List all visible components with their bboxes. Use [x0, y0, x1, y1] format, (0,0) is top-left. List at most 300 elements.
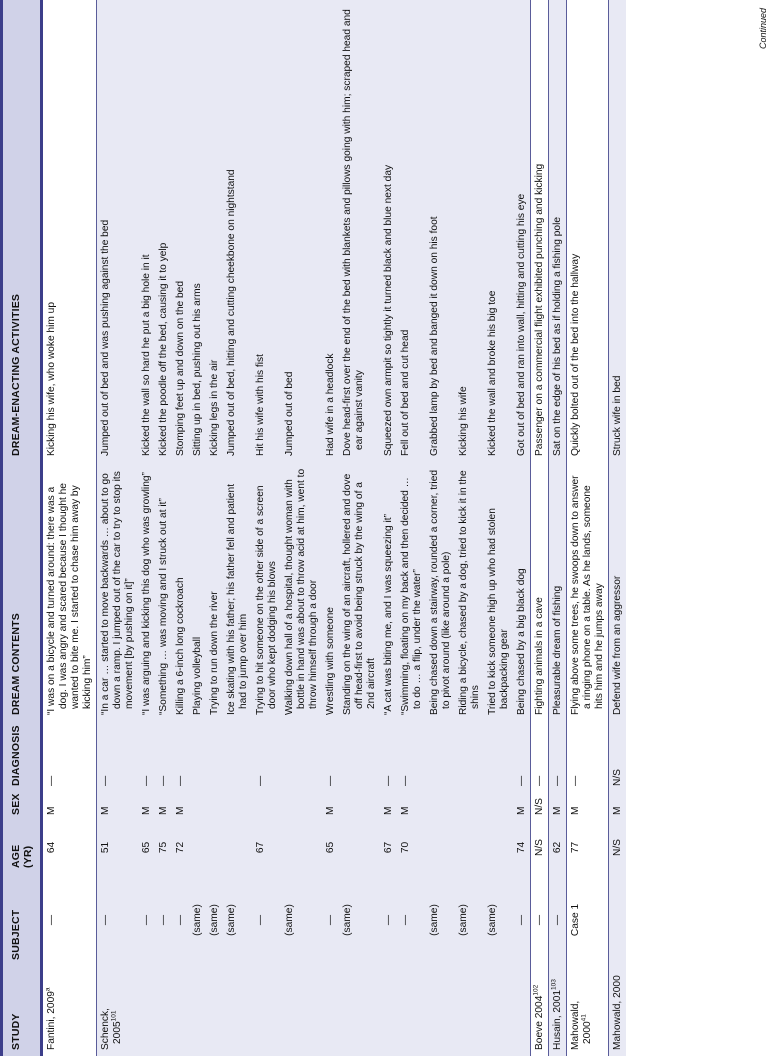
cell-age	[339, 821, 380, 874]
cell-age	[484, 821, 513, 874]
cell-subject-text: —	[141, 914, 152, 926]
cell-subject-text: (same)	[429, 904, 440, 936]
cell-subject-text: —	[100, 914, 111, 926]
table-row	[339, 0, 380, 1056]
cell-dream-contents	[206, 462, 223, 721]
cell-dream-enacting-activity-text: Struck wife in bed	[612, 375, 623, 456]
cell-subject-text: (same)	[226, 904, 237, 936]
cell-age-text: N/S	[612, 839, 623, 856]
cell-age-text: 64	[46, 841, 57, 854]
cell-age-text: 74	[516, 841, 527, 854]
cell-age-text: 77	[570, 841, 581, 854]
cell-study-text: Boeve 2004	[534, 995, 545, 1050]
cell-dream-enacting-activity-text: Kicking his wife	[458, 386, 469, 456]
cell-dream-enacting-activity-text: Kicked the poodle off the bed, causing it to yelp	[158, 242, 169, 456]
cell-dream-contents-text: “I was arguing and kicking this dog who was growling”	[141, 472, 152, 715]
cell-dream-contents-text: Defend wife from an aggressor	[612, 575, 623, 715]
cell-subject-text: (same)	[192, 904, 203, 936]
cell-study-text: Husain, 2001	[552, 989, 563, 1050]
cell-subject	[223, 874, 252, 966]
cell-subject-text: —	[158, 914, 169, 926]
cell-subject	[609, 874, 627, 966]
table-row	[155, 0, 172, 1056]
cell-sex-text: M	[141, 806, 152, 815]
cell-subject-text: —	[383, 914, 394, 926]
cell-subject	[380, 874, 397, 966]
cell-sex	[42, 792, 97, 821]
cell-study	[252, 966, 281, 1056]
cell-subject	[484, 874, 513, 966]
cell-sex-text: M	[383, 806, 394, 815]
cell-sex-text: M	[552, 806, 563, 815]
cell-sex	[484, 792, 513, 821]
cell-subject	[281, 874, 322, 966]
table-row	[252, 0, 281, 1056]
cell-dream-enacting-activity-text: Kicked the wall and broke his big toe	[487, 290, 498, 456]
table-row	[138, 0, 155, 1056]
cell-diagnosis	[339, 721, 380, 792]
cell-age-text: 75	[158, 841, 169, 854]
cell-dream-enacting-activity	[252, 0, 281, 462]
table-row	[549, 0, 567, 1056]
cell-dream-contents-text: Walking down hall of a hospital, thought woman with bottle in hand was about to throw acid at him, went to throw himself through a door	[284, 468, 319, 715]
cell-dream-enacting-activity-text: Kicking legs in the air	[209, 359, 220, 456]
cell-dream-enacting-activity	[42, 0, 97, 462]
cell-dream-contents	[155, 462, 172, 721]
cell-subject	[42, 874, 97, 966]
cell-sex	[609, 792, 627, 821]
cell-subject-text: —	[46, 914, 57, 926]
cell-sex-text: M	[175, 806, 186, 815]
cell-subject	[206, 874, 223, 966]
cell-age	[567, 821, 609, 874]
cell-dream-contents	[97, 462, 139, 721]
cell-subject-text: —	[325, 914, 336, 926]
cell-age-text: N/S	[534, 839, 545, 856]
cell-subject	[155, 874, 172, 966]
cell-study	[609, 966, 627, 1056]
cell-dream-contents	[42, 462, 97, 721]
cell-dream-contents	[549, 462, 567, 721]
cell-subject	[339, 874, 380, 966]
cell-subject	[397, 874, 426, 966]
cell-sex	[322, 792, 339, 821]
cell-dream-enacting-activity-text: Squeezed own armpit so tightly it turned black and blue next day	[383, 164, 394, 456]
table-row	[223, 0, 252, 1056]
cell-study-text: Mahowald, 2000	[612, 975, 623, 1050]
cell-diagnosis	[513, 721, 531, 792]
cell-age	[322, 821, 339, 874]
cell-dream-contents	[322, 462, 339, 721]
cell-dream-contents-text: Riding a bicycle, chased by a dog, tried to kick it in the shins	[458, 470, 481, 715]
cell-dream-contents	[252, 462, 281, 721]
header-age: AGE (YR)	[2, 821, 42, 874]
cell-subject	[513, 874, 531, 966]
cell-dream-contents-text: “Swimming, floating on my back and then decided … to do … a flip, under the water”	[400, 477, 423, 715]
cell-diagnosis-text: —	[534, 775, 545, 786]
header-dream-enacting-activities: DREAM-ENACTING ACTIVITIES	[2, 0, 42, 462]
table-row	[426, 0, 455, 1056]
cell-study	[322, 966, 339, 1056]
cell-study	[223, 966, 252, 1056]
cell-dream-enacting-activity	[97, 0, 139, 462]
cell-dream-enacting-activity-text: Sitting up in bed, pushing out his arms	[192, 283, 203, 456]
cell-diagnosis-text: —	[552, 775, 563, 786]
cell-subject-text: (same)	[487, 904, 498, 936]
citation-superscript: 101	[110, 1010, 118, 1022]
cell-subject	[97, 874, 139, 966]
cell-dream-enacting-activity-text: Had wife in a headlock	[325, 353, 336, 456]
cell-age	[549, 821, 567, 874]
cell-subject-text: (same)	[342, 904, 353, 936]
cell-dream-contents	[567, 462, 609, 721]
header-subject: SUBJECT	[2, 874, 42, 966]
table-row	[531, 0, 549, 1056]
cell-dream-enacting-activity	[339, 0, 380, 462]
cell-diagnosis	[531, 721, 549, 792]
cell-subject-text: —	[400, 914, 411, 926]
cell-age	[138, 821, 155, 874]
cell-sex	[252, 792, 281, 821]
cell-age	[155, 821, 172, 874]
cell-age	[252, 821, 281, 874]
table-row	[513, 0, 531, 1056]
cell-study	[549, 966, 567, 1056]
cell-age	[531, 821, 549, 874]
cell-sex	[339, 792, 380, 821]
cell-dream-contents-text: Flying above some trees, he swoops down to answer a ringing phone on a table. As he lands, someone hits him and he jumps away	[570, 475, 605, 715]
cell-subject-text: —	[175, 914, 186, 926]
table-row	[609, 0, 627, 1056]
cell-age	[97, 821, 139, 874]
cell-age	[42, 821, 97, 874]
citation-superscript: 41	[580, 1014, 588, 1022]
cell-dream-enacting-activity	[189, 0, 206, 462]
cell-study	[513, 966, 531, 1056]
header-dream-contents: DREAM CONTENTS	[2, 462, 42, 721]
cell-sex	[138, 792, 155, 821]
cell-diagnosis	[397, 721, 426, 792]
table-row	[380, 0, 397, 1056]
cell-dream-contents-text: Wrestling with someone	[325, 607, 336, 715]
cell-dream-enacting-activity	[138, 0, 155, 462]
cell-diagnosis	[172, 721, 189, 792]
cell-subject	[531, 874, 549, 966]
cell-dream-contents	[380, 462, 397, 721]
cell-sex-text: M	[158, 806, 169, 815]
cell-age	[172, 821, 189, 874]
cell-dream-contents	[223, 462, 252, 721]
cell-diagnosis-text: —	[158, 775, 169, 786]
header-diagnosis: DIAGNOSIS	[2, 721, 42, 792]
cell-sex-text: M	[325, 806, 336, 815]
cell-sex-text: N/S	[534, 798, 545, 815]
cell-dream-contents	[339, 462, 380, 721]
cell-dream-contents	[189, 462, 206, 721]
cell-dream-enacting-activity-text: Jumped out of bed	[284, 371, 295, 456]
cell-diagnosis-text: —	[100, 775, 111, 786]
cell-study	[567, 966, 609, 1056]
cell-dream-enacting-activity-text: Stomping feet up and down on the bed	[175, 280, 186, 456]
cell-diagnosis	[455, 721, 484, 792]
cell-study-text: Mahowald, 2000	[570, 1000, 593, 1050]
cell-diagnosis-text: —	[46, 775, 57, 786]
cell-subject	[567, 874, 609, 966]
cell-dream-enacting-activity-text: Fell out of bed and cut head	[400, 329, 411, 456]
cell-dream-enacting-activity-text: Jumped out of bed, hitting and cutting cheekbone on nightstand	[226, 169, 237, 456]
cell-dream-contents-text: “Something … was moving and I struck out at it”	[158, 498, 169, 715]
cell-age	[426, 821, 455, 874]
cell-dream-contents-text: Ice skating with his father; his father fell and patient had to jump over him	[226, 483, 249, 715]
cell-age	[223, 821, 252, 874]
cell-dream-contents	[609, 462, 627, 721]
cell-sex	[455, 792, 484, 821]
cell-age	[455, 821, 484, 874]
cell-sex-text: M	[400, 806, 411, 815]
cell-dream-contents-text: Trying to hit someone on the other side of a screen door who kept dodging his blows	[255, 485, 278, 715]
cell-dream-contents-text: Tried to kick someone high up who had stolen backpacking gear	[487, 508, 510, 715]
table-row	[567, 0, 609, 1056]
cell-dream-enacting-activity-text: Jumped out of bed and was pushing against the bed	[100, 219, 111, 456]
cell-diagnosis-text: —	[383, 775, 394, 786]
cell-diagnosis-text: —	[516, 775, 527, 786]
cell-dream-enacting-activity	[484, 0, 513, 462]
cell-sex	[567, 792, 609, 821]
cell-dream-contents-text: Fighting animals in a cave	[534, 597, 545, 715]
cell-dream-enacting-activity-text: Grabbed lamp by bed and banged it down on his foot	[429, 216, 440, 456]
cell-dream-enacting-activity	[223, 0, 252, 462]
cell-study	[455, 966, 484, 1056]
cell-dream-enacting-activity	[513, 0, 531, 462]
cell-diagnosis	[426, 721, 455, 792]
cell-age-text: 72	[175, 841, 186, 854]
cell-diagnosis	[281, 721, 322, 792]
cell-dream-contents	[531, 462, 549, 721]
cell-diagnosis	[138, 721, 155, 792]
cell-age	[380, 821, 397, 874]
header-study: STUDY	[2, 966, 42, 1056]
cell-dream-enacting-activity-text: Dove head-first over the end of the bed with blankets and pillows going with him; scraped head and ear against vanity	[342, 9, 365, 456]
citation-superscript: 103	[550, 979, 558, 990]
cell-sex-text: M	[612, 806, 623, 815]
cell-subject	[455, 874, 484, 966]
cell-dream-contents-text: Being chased down a stairway, rounded a corner, tried to pivot around (like around a pole)	[429, 469, 452, 715]
cell-study	[531, 966, 549, 1056]
cell-age-text: 65	[325, 841, 336, 854]
cell-dream-contents	[455, 462, 484, 721]
cell-diagnosis-text: —	[255, 775, 266, 786]
cell-sex	[97, 792, 139, 821]
cell-diagnosis	[223, 721, 252, 792]
cell-dream-contents	[484, 462, 513, 721]
cell-study	[42, 966, 97, 1056]
cell-diagnosis-text: —	[570, 775, 581, 786]
cell-sex	[281, 792, 322, 821]
cell-study	[426, 966, 455, 1056]
cell-diagnosis	[206, 721, 223, 792]
cell-diagnosis-text: —	[141, 775, 152, 786]
table-row	[455, 0, 484, 1056]
cell-study	[484, 966, 513, 1056]
table-row	[172, 0, 189, 1056]
table-row	[397, 0, 426, 1056]
cell-sex	[513, 792, 531, 821]
cell-dream-enacting-activity	[380, 0, 397, 462]
header-sex: SEX	[2, 792, 42, 821]
cell-age-text: 62	[552, 841, 563, 854]
cell-dream-enacting-activity	[155, 0, 172, 462]
cell-study-text: Fantini, 2009	[46, 991, 57, 1050]
cell-dream-enacting-activity	[322, 0, 339, 462]
cell-dream-enacting-activity	[531, 0, 549, 462]
cell-diagnosis	[549, 721, 567, 792]
table-row	[322, 0, 339, 1056]
cell-age	[189, 821, 206, 874]
cell-age	[281, 821, 322, 874]
cell-age-text: 67	[383, 841, 394, 854]
table-row	[42, 0, 97, 1056]
cell-diagnosis	[609, 721, 627, 792]
cell-dream-enacting-activity-text: Kicking his wife, who woke him up	[46, 301, 57, 456]
cell-study	[380, 966, 397, 1056]
cell-diagnosis	[252, 721, 281, 792]
citation-superscript: a	[44, 987, 52, 992]
cell-age-text: 51	[100, 841, 111, 854]
cell-diagnosis	[484, 721, 513, 792]
cell-subject	[549, 874, 567, 966]
cell-dream-enacting-activity	[549, 0, 567, 462]
table-row	[484, 0, 513, 1056]
cell-age	[206, 821, 223, 874]
cell-diagnosis	[155, 721, 172, 792]
cell-diagnosis-text: —	[325, 775, 336, 786]
cell-dream-enacting-activity	[455, 0, 484, 462]
cell-diagnosis-text: N/S	[612, 769, 623, 786]
cell-study	[281, 966, 322, 1056]
cell-dream-enacting-activity-text: Got out of bed and ran into wall, hitting and cutting his eye	[516, 193, 527, 456]
cell-diagnosis	[567, 721, 609, 792]
table-row	[189, 0, 206, 1056]
cell-dream-contents	[172, 462, 189, 721]
cell-sex-text: M	[100, 806, 111, 815]
cell-subject	[426, 874, 455, 966]
cell-subject	[189, 874, 206, 966]
cell-subject-text: —	[534, 914, 545, 926]
cell-dream-enacting-activity-text: Hit his wife with his fist	[255, 354, 266, 456]
cell-dream-contents	[426, 462, 455, 721]
cell-subject	[322, 874, 339, 966]
citation-superscript: 102	[532, 984, 540, 996]
cell-sex	[189, 792, 206, 821]
cell-subject-text: —	[552, 914, 563, 926]
cell-dream-enacting-activity-text: Sat on the edge of his bed as if holding a fishing pole	[552, 216, 563, 456]
cell-sex	[397, 792, 426, 821]
cell-dream-enacting-activity	[281, 0, 322, 462]
cell-study	[97, 966, 139, 1056]
cell-study	[138, 966, 155, 1056]
cell-age-text: 67	[255, 841, 266, 854]
cell-dream-enacting-activity	[609, 0, 627, 462]
cell-study-text: Schenck, 2005	[100, 1008, 123, 1050]
table-row	[206, 0, 223, 1056]
cell-age-text: 65	[141, 841, 152, 854]
cell-dream-contents-text: “In a car … started to move backwards … about to go down a ramp. I jumped out of the car to try to stop its movement [by pushing on it]”	[100, 471, 135, 715]
cell-sex-text: M	[516, 806, 527, 815]
cell-dream-contents	[397, 462, 426, 721]
cell-subject-text: Case 1	[570, 903, 581, 937]
cell-dream-contents	[281, 462, 322, 721]
cell-subject	[172, 874, 189, 966]
cell-diagnosis	[322, 721, 339, 792]
cell-age	[397, 821, 426, 874]
cell-dream-contents-text: Being chased by a big black dog	[516, 568, 527, 715]
cell-diagnosis	[42, 721, 97, 792]
cell-dream-contents-text: Killing a 6-inch long cockroach	[175, 577, 186, 715]
continued-label: Continued	[758, 8, 768, 50]
table-row	[281, 0, 322, 1056]
cell-dream-contents-text: Trying to run down the river	[209, 591, 220, 715]
cell-dream-enacting-activity-text: Passenger on a commercial flight exhibited punching and kicking	[534, 163, 545, 456]
cell-dream-contents	[513, 462, 531, 721]
cell-dream-enacting-activity	[206, 0, 223, 462]
cell-dream-contents-text: “I was on a bicycle and turned around: there was a dog. I was angry and scared because I thought he wanted to bite me. I started to chase him away by kicking him”	[46, 483, 93, 715]
cell-dream-contents-text: Playing volleyball	[192, 636, 203, 715]
cell-age	[513, 821, 531, 874]
cell-study	[339, 966, 380, 1056]
table-body	[42, 0, 627, 1056]
cell-dream-contents-text: Pleasurable dream of fishing	[552, 585, 563, 715]
cell-dream-enacting-activity	[426, 0, 455, 462]
cell-sex	[155, 792, 172, 821]
cell-sex-text: M	[570, 806, 581, 815]
cell-diagnosis-text: —	[175, 775, 186, 786]
cell-subject-text: (same)	[209, 904, 220, 936]
cell-sex	[531, 792, 549, 821]
cell-study	[397, 966, 426, 1056]
cell-sex	[206, 792, 223, 821]
cell-sex-text: M	[46, 806, 57, 815]
cell-dream-enacting-activity-text: Quickly bolted out of the bed into the hallway	[570, 253, 581, 456]
cell-study	[155, 966, 172, 1056]
cell-dream-enacting-activity	[172, 0, 189, 462]
cell-dream-enacting-activity	[397, 0, 426, 462]
cell-diagnosis	[97, 721, 139, 792]
cell-study	[206, 966, 223, 1056]
cell-diagnosis	[380, 721, 397, 792]
cell-sex	[223, 792, 252, 821]
cell-sex	[172, 792, 189, 821]
cell-sex	[380, 792, 397, 821]
cell-dream-enacting-activity	[567, 0, 609, 462]
cell-subject	[252, 874, 281, 966]
cell-diagnosis	[189, 721, 206, 792]
cell-age-text: 70	[400, 841, 411, 854]
header-row	[2, 0, 42, 1056]
cell-subject-text: (same)	[458, 904, 469, 936]
table-row	[97, 0, 139, 1056]
cell-dream-contents-text: Standing on the wing of an aircraft, hollered and dove off head-first to avoid being struck by the wing of a 2nd aircraft	[342, 473, 377, 715]
cell-subject-text: (same)	[284, 904, 295, 936]
cell-dream-contents	[138, 462, 155, 721]
cell-dream-contents-text: “A cat was biting me, and I was squeezing it”	[383, 513, 394, 715]
cell-subject-text: —	[255, 914, 266, 926]
cell-sex	[549, 792, 567, 821]
cell-age	[609, 821, 627, 874]
cell-dream-enacting-activity-text: Kicked the wall so hard he put a big hole in it	[141, 254, 152, 456]
cell-sex	[426, 792, 455, 821]
cell-study	[189, 966, 206, 1056]
cell-diagnosis-text: —	[400, 775, 411, 786]
